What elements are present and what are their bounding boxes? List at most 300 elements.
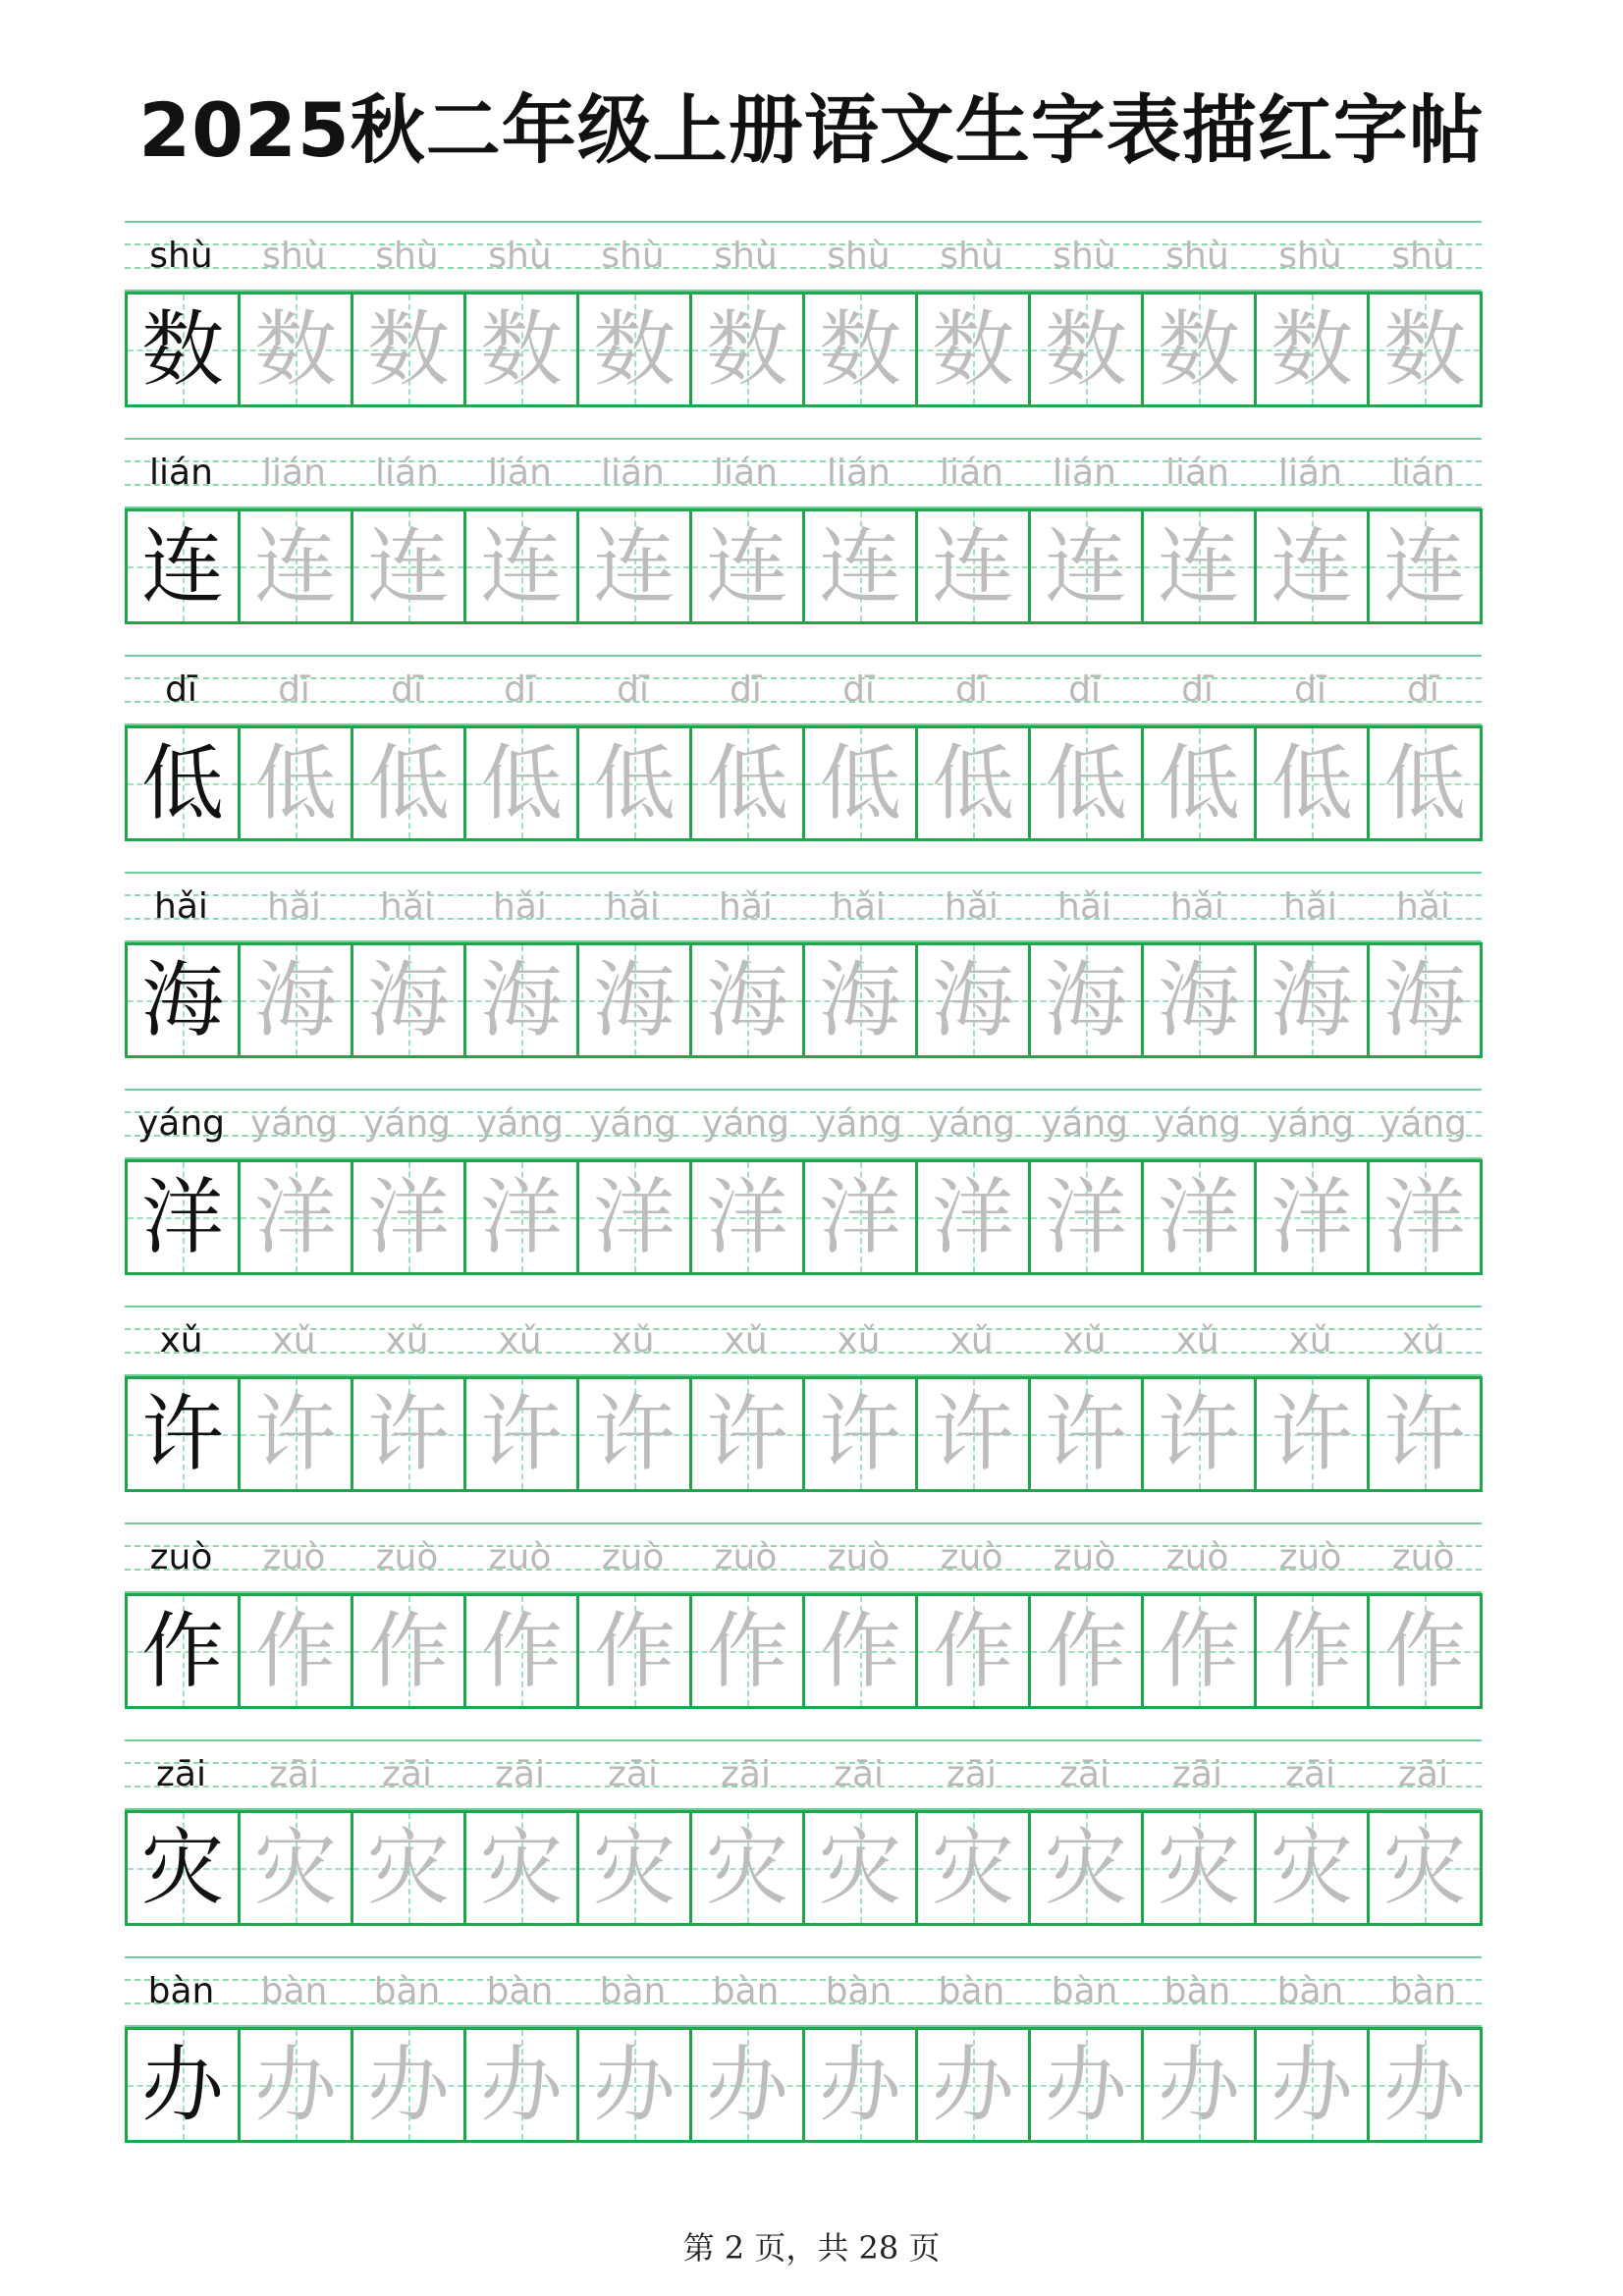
trace-character: 数: [931, 301, 1014, 398]
grid-cell: [1254, 725, 1367, 841]
grid-cell: [463, 1593, 576, 1709]
pinyin-trace: yáng: [588, 1103, 677, 1144]
pinyin-trace: zuò: [601, 1537, 665, 1577]
trace-character: 连: [931, 518, 1014, 614]
pinyin-trace: yáng: [1040, 1103, 1129, 1144]
pinyin-trace: yáng: [475, 1103, 565, 1144]
grid-cell: [576, 1376, 689, 1492]
grid-cell: [238, 1376, 351, 1492]
trace-character: 许: [1157, 1386, 1240, 1482]
trace-character: 许: [931, 1386, 1014, 1482]
pinyin-trace: zāi: [834, 1754, 884, 1794]
pinyin-trace: bàn: [599, 1971, 667, 2011]
model-character: 办: [140, 2037, 224, 2133]
trace-character: 海: [592, 952, 676, 1048]
practice-row: [125, 1522, 1482, 1711]
trace-character: 办: [1270, 2037, 1353, 2133]
pinyin-trace: hǎi: [1057, 886, 1111, 927]
grid-cell: [915, 1810, 1028, 1926]
model-character: 洋: [140, 1169, 224, 1265]
practice-row: [125, 655, 1482, 843]
trace-character: 作: [253, 1603, 337, 1699]
grid-cell: [125, 2027, 238, 2143]
trace-character: 低: [1270, 735, 1353, 831]
pinyin-trace: zāi: [382, 1754, 432, 1794]
pinyin-trace: bàn: [825, 1971, 893, 2011]
grid-cell: [1141, 292, 1254, 407]
trace-character: 连: [1270, 518, 1353, 614]
trace-character: 数: [818, 301, 901, 398]
grid-cell: [125, 725, 238, 841]
trace-character: 海: [1382, 952, 1466, 1048]
trace-character: 办: [366, 2037, 450, 2133]
pinyin-trace: lián: [827, 453, 891, 493]
pinyin-trace: dī: [504, 669, 536, 710]
pinyin-trace: lián: [1278, 453, 1342, 493]
pinyin-guide-line: [125, 1739, 1482, 1741]
pinyin-trace: zuò: [827, 1537, 891, 1577]
pinyin-trace: zāi: [608, 1754, 658, 1794]
grid-cell: [802, 292, 915, 407]
pinyin-trace: lián: [601, 453, 665, 493]
grid-cell: [1254, 1593, 1367, 1709]
pinyin-trace: bàn: [373, 1971, 441, 2011]
trace-character: 洋: [1044, 1169, 1127, 1265]
pinyin-label: hǎi: [154, 886, 208, 927]
pinyin-trace: yáng: [1266, 1103, 1355, 1144]
grid-cell: [802, 2027, 915, 2143]
grid-cell: [802, 1159, 915, 1275]
trace-character: 连: [366, 518, 450, 614]
grid-cell: [463, 292, 576, 407]
trace-character: 低: [1157, 735, 1240, 831]
pinyin-trace: bàn: [1163, 1971, 1231, 2011]
pinyin-trace: zāi: [947, 1754, 997, 1794]
trace-character: 连: [1382, 518, 1466, 614]
pinyin-trace: xǔ: [611, 1320, 655, 1361]
pinyin-trace: dī: [1181, 669, 1214, 710]
grid-cell: [1141, 1159, 1254, 1275]
grid-cell: [689, 1159, 802, 1275]
pinyin-trace: yáng: [701, 1103, 790, 1144]
pinyin-trace: yáng: [1379, 1103, 1468, 1144]
page-title: 2025秋二年级上册语文生字表描红字帖: [138, 86, 1485, 174]
pinyin-trace: xǔ: [1288, 1320, 1332, 1361]
pinyin-guide-line: [125, 1522, 1482, 1524]
trace-character: 办: [592, 2037, 676, 2133]
trace-character: 低: [479, 735, 563, 831]
trace-character: 许: [705, 1386, 788, 1482]
trace-character: 许: [592, 1386, 676, 1482]
grid-cell: [915, 292, 1028, 407]
grid-cell: [802, 1810, 915, 1926]
trace-character: 灾: [366, 1820, 450, 1916]
pinyin-trace: bàn: [1051, 1971, 1118, 2011]
pinyin-trace: yáng: [814, 1103, 903, 1144]
grid-cell: [1141, 2027, 1254, 2143]
pinyin-trace: zāi: [1398, 1754, 1448, 1794]
grid-cell: [576, 942, 689, 1058]
trace-character: 洋: [366, 1169, 450, 1265]
grid-cell: [689, 725, 802, 841]
pinyin-trace: zāi: [1285, 1754, 1335, 1794]
pinyin-guide-line: [125, 872, 1482, 874]
pinyin-band: [125, 872, 1482, 942]
pinyin-trace: zāi: [1172, 1754, 1222, 1794]
grid-cell: [125, 508, 238, 624]
trace-character: 许: [1044, 1386, 1127, 1482]
pinyin-trace: shù: [1053, 236, 1116, 276]
practice-row: [125, 1306, 1482, 1494]
grid-cell: [463, 942, 576, 1058]
trace-character: 海: [705, 952, 788, 1048]
pinyin-trace: dī: [730, 669, 762, 710]
trace-character: 作: [366, 1603, 450, 1699]
trace-character: 连: [1044, 518, 1127, 614]
pinyin-band: [125, 1739, 1482, 1810]
grid-cell: [576, 725, 689, 841]
pinyin-trace: dī: [955, 669, 988, 710]
grid-cell: [1367, 2027, 1483, 2143]
pinyin-trace: hǎi: [719, 886, 773, 927]
pinyin-trace: shù: [375, 236, 439, 276]
trace-character: 作: [1382, 1603, 1466, 1699]
practice-row: [125, 221, 1482, 409]
grid-cell: [1254, 942, 1367, 1058]
trace-character: 洋: [592, 1169, 676, 1265]
grid-cell: [351, 1376, 463, 1492]
character-grid: [125, 725, 1482, 841]
grid-cell: [802, 942, 915, 1058]
trace-character: 海: [818, 952, 901, 1048]
practice-row: [125, 1089, 1482, 1277]
grid-cell: [576, 292, 689, 407]
grid-cell: [1367, 1810, 1483, 1926]
grid-cell: [915, 1159, 1028, 1275]
pinyin-band: [125, 655, 1482, 725]
pinyin-trace: shù: [601, 236, 665, 276]
trace-character: 许: [1382, 1386, 1466, 1482]
trace-character: 灾: [1382, 1820, 1466, 1916]
grid-cell: [802, 508, 915, 624]
pinyin-trace: hǎi: [606, 886, 660, 927]
trace-character: 许: [1270, 1386, 1353, 1482]
page-footer: 第 2 页，共 28 页: [682, 2229, 941, 2267]
trace-character: 洋: [818, 1169, 901, 1265]
grid-cell: [689, 1593, 802, 1709]
grid-cell: [1367, 292, 1483, 407]
practice-row: [125, 872, 1482, 1060]
trace-character: 数: [479, 301, 563, 398]
grid-cell: [915, 942, 1028, 1058]
grid-cell: [125, 1159, 238, 1275]
trace-character: 作: [1044, 1603, 1127, 1699]
pinyin-trace: zuò: [714, 1537, 778, 1577]
pinyin-band: [125, 1522, 1482, 1593]
trace-character: 连: [705, 518, 788, 614]
pinyin-trace: dī: [278, 669, 310, 710]
trace-character: 办: [479, 2037, 563, 2133]
trace-character: 许: [366, 1386, 450, 1482]
trace-character: 数: [1044, 301, 1127, 398]
pinyin-trace: dī: [842, 669, 875, 710]
pinyin-trace: hǎi: [493, 886, 547, 927]
pinyin-trace: hǎi: [1170, 886, 1224, 927]
grid-cell: [125, 1593, 238, 1709]
grid-cell: [689, 1810, 802, 1926]
pinyin-trace: yáng: [362, 1103, 452, 1144]
pinyin-trace: xǔ: [949, 1320, 994, 1361]
trace-character: 灾: [592, 1820, 676, 1916]
trace-character: 海: [253, 952, 337, 1048]
trace-character: 办: [1382, 2037, 1466, 2133]
pinyin-trace: lián: [714, 453, 778, 493]
grid-cell: [1367, 1593, 1483, 1709]
pinyin-label: dī: [165, 669, 197, 710]
pinyin-trace: xǔ: [1062, 1320, 1107, 1361]
grid-cell: [1028, 508, 1141, 624]
trace-character: 低: [818, 735, 901, 831]
trace-character: 办: [1157, 2037, 1240, 2133]
pinyin-trace: zuò: [375, 1537, 439, 1577]
pinyin-trace: xǔ: [724, 1320, 768, 1361]
grid-cell: [1141, 1810, 1254, 1926]
trace-character: 作: [705, 1603, 788, 1699]
pinyin-trace: yáng: [1153, 1103, 1242, 1144]
trace-character: 灾: [705, 1820, 788, 1916]
grid-cell: [463, 1159, 576, 1275]
model-character: 连: [140, 518, 224, 614]
trace-character: 海: [366, 952, 450, 1048]
grid-cell: [802, 1376, 915, 1492]
trace-character: 连: [479, 518, 563, 614]
pinyin-trace: dī: [391, 669, 423, 710]
grid-cell: [1028, 1159, 1141, 1275]
grid-cell: [1028, 942, 1141, 1058]
pinyin-trace: zāi: [495, 1754, 545, 1794]
pinyin-label: zāi: [156, 1754, 206, 1794]
model-character: 作: [140, 1603, 224, 1699]
trace-character: 灾: [818, 1820, 901, 1916]
trace-character: 灾: [1044, 1820, 1127, 1916]
grid-cell: [1254, 508, 1367, 624]
practice-row: [125, 1956, 1482, 2145]
character-grid: [125, 1159, 1482, 1275]
grid-cell: [463, 2027, 576, 2143]
trace-character: 海: [931, 952, 1014, 1048]
grid-cell: [351, 1593, 463, 1709]
grid-cell: [125, 292, 238, 407]
pinyin-trace: zuò: [940, 1537, 1003, 1577]
pinyin-band: [125, 438, 1482, 508]
trace-character: 办: [1044, 2037, 1127, 2133]
pinyin-band: [125, 221, 1482, 292]
grid-cell: [238, 1593, 351, 1709]
pinyin-label: zuò: [149, 1537, 213, 1577]
grid-cell: [463, 508, 576, 624]
model-character: 低: [140, 735, 224, 831]
pinyin-guide-line: [125, 1306, 1482, 1308]
pinyin-trace: zuò: [488, 1537, 552, 1577]
pinyin-trace: shù: [262, 236, 326, 276]
pinyin-trace: bàn: [938, 1971, 1005, 2011]
trace-character: 海: [1157, 952, 1240, 1048]
trace-character: 数: [705, 301, 788, 398]
character-grid: [125, 2027, 1482, 2143]
pinyin-guide-line: [125, 1089, 1482, 1091]
grid-cell: [1254, 292, 1367, 407]
grid-cell: [351, 292, 463, 407]
grid-cell: [1367, 725, 1483, 841]
grid-cell: [351, 725, 463, 841]
grid-cell: [802, 725, 915, 841]
pinyin-band: [125, 1089, 1482, 1159]
grid-cell: [463, 1810, 576, 1926]
pinyin-trace: zuò: [1278, 1537, 1342, 1577]
trace-character: 灾: [1157, 1820, 1240, 1916]
character-grid: [125, 1593, 1482, 1709]
trace-character: 数: [1382, 301, 1466, 398]
pinyin-trace: lián: [1053, 453, 1116, 493]
grid-cell: [576, 1593, 689, 1709]
pinyin-label: yáng: [136, 1103, 226, 1144]
trace-character: 办: [705, 2037, 788, 2133]
trace-character: 低: [253, 735, 337, 831]
trace-character: 低: [1382, 735, 1466, 831]
model-character: 许: [140, 1386, 224, 1482]
grid-cell: [915, 1376, 1028, 1492]
grid-cell: [125, 1810, 238, 1926]
pinyin-trace: shù: [714, 236, 778, 276]
grid-cell: [689, 2027, 802, 2143]
trace-character: 作: [592, 1603, 676, 1699]
trace-character: 洋: [253, 1169, 337, 1265]
trace-character: 连: [818, 518, 901, 614]
grid-cell: [125, 942, 238, 1058]
pinyin-trace: zuò: [1165, 1537, 1229, 1577]
trace-character: 办: [818, 2037, 901, 2133]
pinyin-trace: dī: [1407, 669, 1439, 710]
grid-cell: [915, 2027, 1028, 2143]
trace-character: 灾: [253, 1820, 337, 1916]
pinyin-trace: lián: [488, 453, 552, 493]
pinyin-trace: xǔ: [837, 1320, 881, 1361]
trace-character: 办: [931, 2037, 1014, 2133]
trace-character: 数: [592, 301, 676, 398]
grid-cell: [351, 942, 463, 1058]
practice-row: [125, 1739, 1482, 1928]
pinyin-guide-line: [125, 655, 1482, 657]
trace-character: 数: [1270, 301, 1353, 398]
pinyin-trace: yáng: [249, 1103, 339, 1144]
pinyin-guide-line: [125, 221, 1482, 223]
model-character: 海: [140, 952, 224, 1048]
grid-cell: [689, 292, 802, 407]
trace-character: 数: [366, 301, 450, 398]
pinyin-label: xǔ: [159, 1320, 203, 1361]
pinyin-trace: bàn: [712, 1971, 780, 2011]
pinyin-trace: lián: [1391, 453, 1455, 493]
pinyin-trace: hǎi: [380, 886, 434, 927]
trace-character: 海: [1270, 952, 1353, 1048]
grid-cell: [1367, 508, 1483, 624]
grid-cell: [1028, 1376, 1141, 1492]
character-grid: [125, 1376, 1482, 1492]
trace-character: 低: [931, 735, 1014, 831]
model-character: 灾: [140, 1820, 224, 1916]
grid-cell: [1367, 1376, 1483, 1492]
grid-cell: [1141, 508, 1254, 624]
pinyin-trace: zāi: [721, 1754, 771, 1794]
trace-character: 作: [1270, 1603, 1353, 1699]
grid-cell: [238, 942, 351, 1058]
grid-cell: [1367, 942, 1483, 1058]
trace-character: 海: [479, 952, 563, 1048]
trace-character: 作: [479, 1603, 563, 1699]
pinyin-trace: lián: [262, 453, 326, 493]
pinyin-trace: xǔ: [498, 1320, 542, 1361]
grid-cell: [1141, 725, 1254, 841]
trace-character: 海: [1044, 952, 1127, 1048]
trace-character: 连: [1157, 518, 1240, 614]
pinyin-trace: zuò: [262, 1537, 326, 1577]
grid-cell: [238, 1810, 351, 1926]
grid-cell: [1028, 1810, 1141, 1926]
grid-cell: [802, 1593, 915, 1709]
pinyin-band: [125, 1306, 1482, 1376]
pinyin-label: lián: [149, 453, 213, 493]
pinyin-trace: lián: [375, 453, 439, 493]
grid-cell: [351, 508, 463, 624]
trace-character: 灾: [931, 1820, 1014, 1916]
grid-cell: [238, 725, 351, 841]
pinyin-trace: dī: [1294, 669, 1326, 710]
grid-cell: [689, 942, 802, 1058]
grid-cell: [576, 1159, 689, 1275]
trace-character: 作: [818, 1603, 901, 1699]
grid-cell: [576, 1810, 689, 1926]
trace-character: 作: [931, 1603, 1014, 1699]
pinyin-trace: shù: [488, 236, 552, 276]
grid-cell: [1254, 1376, 1367, 1492]
grid-cell: [238, 292, 351, 407]
grid-cell: [1141, 942, 1254, 1058]
trace-character: 作: [1157, 1603, 1240, 1699]
trace-character: 连: [592, 518, 676, 614]
trace-character: 灾: [479, 1820, 563, 1916]
pinyin-trace: xǔ: [1175, 1320, 1219, 1361]
grid-cell: [463, 725, 576, 841]
trace-character: 低: [705, 735, 788, 831]
trace-character: 洋: [1382, 1169, 1466, 1265]
grid-cell: [1367, 1159, 1483, 1275]
grid-cell: [576, 2027, 689, 2143]
pinyin-trace: dī: [617, 669, 649, 710]
grid-cell: [689, 1376, 802, 1492]
trace-character: 低: [592, 735, 676, 831]
trace-character: 许: [479, 1386, 563, 1482]
pinyin-trace: hǎi: [1396, 886, 1450, 927]
pinyin-trace: hǎi: [945, 886, 999, 927]
pinyin-trace: zāi: [1059, 1754, 1109, 1794]
grid-cell: [1254, 1159, 1367, 1275]
trace-character: 许: [818, 1386, 901, 1482]
pinyin-label: shù: [149, 236, 213, 276]
pinyin-trace: lián: [1165, 453, 1229, 493]
pinyin-guide-line: [125, 1956, 1482, 1958]
grid-cell: [689, 508, 802, 624]
character-grid: [125, 508, 1482, 624]
